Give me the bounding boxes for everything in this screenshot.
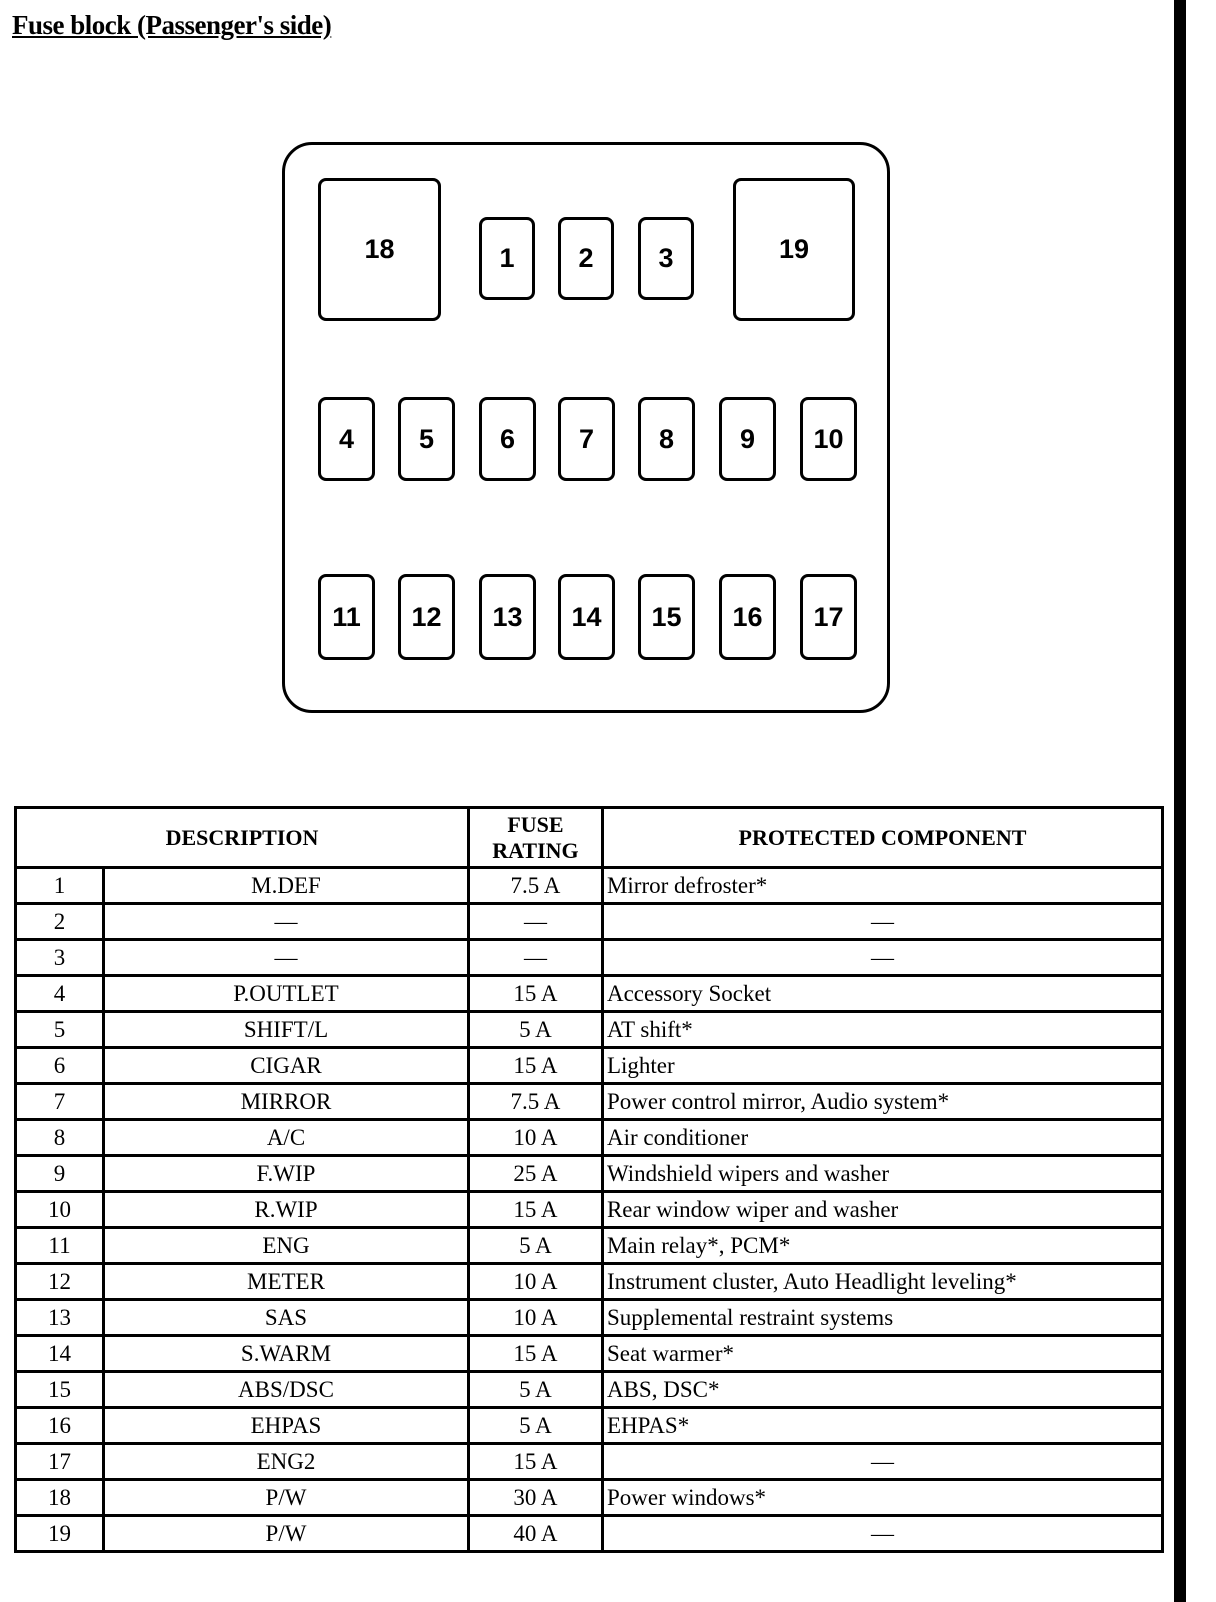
fuse-rating: 15 A <box>468 1336 602 1372</box>
fuse-number: 13 <box>16 1300 104 1336</box>
fuse-12: 12 <box>398 574 455 660</box>
table-row <box>16 868 1163 904</box>
fuse-rating: 15 A <box>468 1192 602 1228</box>
page-title: Fuse block (Passenger's side) <box>12 10 332 40</box>
protected-component: ABS, DSC* <box>602 1372 1162 1408</box>
fuse-description: EHPAS <box>104 1408 469 1444</box>
fuse-description: MIRROR <box>104 1084 469 1120</box>
fuse-rating: — <box>468 904 602 940</box>
fuse-number: 7 <box>16 1084 104 1120</box>
fuse-8: 8 <box>638 397 695 481</box>
fuse-18: 18 <box>318 178 441 321</box>
protected-component: Air conditioner <box>602 1120 1162 1156</box>
table-row <box>16 1444 1163 1480</box>
fuse-15: 15 <box>638 574 695 660</box>
fuse-rating: 10 A <box>468 1300 602 1336</box>
fuse-11: 11 <box>318 574 375 660</box>
fuse-5: 5 <box>398 397 455 481</box>
edge-bar <box>1174 0 1186 1602</box>
header-description: DESCRIPTION <box>16 808 469 868</box>
fuse-description: S.WARM <box>104 1336 469 1372</box>
fuse-number: 18 <box>16 1480 104 1516</box>
fuse-13: 13 <box>479 574 536 660</box>
fuse-description: — <box>104 940 469 976</box>
header-rating: FUSE RATING <box>468 808 602 868</box>
fuse-number: 1 <box>16 868 104 904</box>
protected-component: Accessory Socket <box>602 976 1162 1012</box>
fuse-number: 5 <box>16 1012 104 1048</box>
fuse-description: METER <box>104 1264 469 1300</box>
fuse-description: A/C <box>104 1120 469 1156</box>
fuse-17: 17 <box>800 574 857 660</box>
fuse-description: P/W <box>104 1480 469 1516</box>
fuse-rating: 15 A <box>468 976 602 1012</box>
fuse-rating: 30 A <box>468 1480 602 1516</box>
fuse-1: 1 <box>479 217 535 300</box>
fuse-rating: 15 A <box>468 1444 602 1480</box>
table-row <box>16 1480 1163 1516</box>
fuse-rating: 15 A <box>468 1048 602 1084</box>
table-row <box>16 1336 1163 1372</box>
table-row <box>16 1192 1163 1228</box>
table-row <box>16 940 1163 976</box>
fuse-description: SAS <box>104 1300 469 1336</box>
protected-component: — <box>602 940 1162 976</box>
fuse-description: M.DEF <box>104 868 469 904</box>
fuse-number: 8 <box>16 1120 104 1156</box>
fuse-description: SHIFT/L <box>104 1012 469 1048</box>
table-row <box>16 1228 1163 1264</box>
protected-component: — <box>602 1516 1162 1552</box>
fuse-description: R.WIP <box>104 1192 469 1228</box>
fuse-number: 16 <box>16 1408 104 1444</box>
fuse-rating: 5 A <box>468 1012 602 1048</box>
fuse-7: 7 <box>558 397 615 481</box>
fuse-rating: 5 A <box>468 1408 602 1444</box>
table-row <box>16 1048 1163 1084</box>
fuse-number: 17 <box>16 1444 104 1480</box>
fuse-description: ENG <box>104 1228 469 1264</box>
table-row <box>16 1516 1163 1552</box>
fuse-rating: 40 A <box>468 1516 602 1552</box>
protected-component: — <box>602 1444 1162 1480</box>
fuse-rating: — <box>468 940 602 976</box>
table-row <box>16 904 1163 940</box>
table-row <box>16 1084 1163 1120</box>
fuse-number: 11 <box>16 1228 104 1264</box>
fuse-description: CIGAR <box>104 1048 469 1084</box>
protected-component: Windshield wipers and washer <box>602 1156 1162 1192</box>
fuse-16: 16 <box>719 574 776 660</box>
fuse-number: 14 <box>16 1336 104 1372</box>
table-row <box>16 1372 1163 1408</box>
fuse-description: ABS/DSC <box>104 1372 469 1408</box>
protected-component: Power windows* <box>602 1480 1162 1516</box>
fuse-description: P/W <box>104 1516 469 1552</box>
table-row <box>16 1120 1163 1156</box>
protected-component: Seat warmer* <box>602 1336 1162 1372</box>
fuse-number: 15 <box>16 1372 104 1408</box>
table-row <box>16 1012 1163 1048</box>
fuse-rating: 7.5 A <box>468 868 602 904</box>
fuse-number: 6 <box>16 1048 104 1084</box>
fuse-number: 4 <box>16 976 104 1012</box>
fuse-number: 3 <box>16 940 104 976</box>
table-row <box>16 1156 1163 1192</box>
protected-component: Rear window wiper and washer <box>602 1192 1162 1228</box>
protected-component: Instrument cluster, Auto Headlight leveling* <box>602 1264 1162 1300</box>
fuse-rating: 25 A <box>468 1156 602 1192</box>
table-row <box>16 1300 1163 1336</box>
protected-component: — <box>602 904 1162 940</box>
fuse-number: 2 <box>16 904 104 940</box>
fuse-rating: 5 A <box>468 1228 602 1264</box>
fuse-rating: 7.5 A <box>468 1084 602 1120</box>
fuse-number: 19 <box>16 1516 104 1552</box>
fuse-10: 10 <box>800 397 857 481</box>
table-row <box>16 1408 1163 1444</box>
protected-component: Mirror defroster* <box>602 868 1162 904</box>
fuse-rating: 10 A <box>468 1120 602 1156</box>
fuse-description: — <box>104 904 469 940</box>
protected-component: Lighter <box>602 1048 1162 1084</box>
table-row <box>16 1264 1163 1300</box>
protected-component: Power control mirror, Audio system* <box>602 1084 1162 1120</box>
fuse-rating: 10 A <box>468 1264 602 1300</box>
fuse-number: 12 <box>16 1264 104 1300</box>
fuse-14: 14 <box>558 574 615 660</box>
fuse-number: 10 <box>16 1192 104 1228</box>
protected-component: AT shift* <box>602 1012 1162 1048</box>
table-row <box>16 976 1163 1012</box>
fuse-4: 4 <box>318 397 375 481</box>
fuse-19: 19 <box>733 178 855 321</box>
fuse-description: F.WIP <box>104 1156 469 1192</box>
protected-component: Main relay*, PCM* <box>602 1228 1162 1264</box>
fuse-table <box>14 806 1164 1553</box>
fuse-9: 9 <box>719 397 776 481</box>
protected-component: Supplemental restraint systems <box>602 1300 1162 1336</box>
protected-component: EHPAS* <box>602 1408 1162 1444</box>
fuse-description: P.OUTLET <box>104 976 469 1012</box>
fuse-number: 9 <box>16 1156 104 1192</box>
fuse-description: ENG2 <box>104 1444 469 1480</box>
fuse-3: 3 <box>638 217 694 300</box>
fuse-rating: 5 A <box>468 1372 602 1408</box>
header-component: PROTECTED COMPONENT <box>602 808 1162 868</box>
fuse-2: 2 <box>558 217 614 300</box>
fuse-6: 6 <box>479 397 536 481</box>
